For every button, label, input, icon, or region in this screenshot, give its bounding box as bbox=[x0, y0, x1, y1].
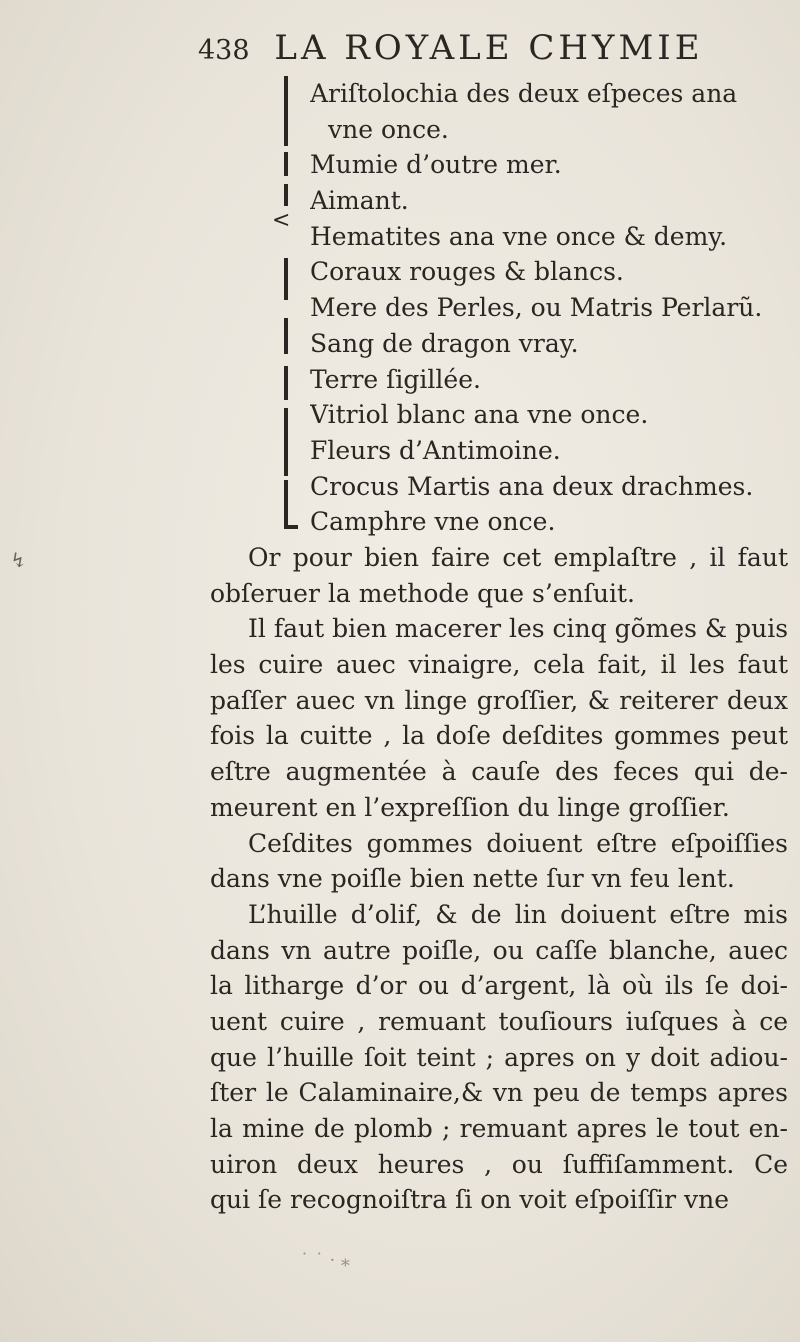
ingredient-line: Coraux rouges & blancs. bbox=[310, 257, 624, 287]
ingredient-line: vne once. bbox=[328, 114, 449, 144]
ingredient-line: Mumie d’outre mer. bbox=[310, 150, 562, 180]
text-line: ſter le Calaminaire,& vn peu de temps apres bbox=[210, 1078, 788, 1108]
text-line: les cuire auec vinaigre, cela fait, il les faut bbox=[210, 650, 788, 680]
body-text bbox=[210, 540, 788, 1218]
text-line: eſtre augmentée à cauſe des feces qui de- bbox=[210, 757, 788, 787]
ingredient-line: Camphre vne once. bbox=[310, 507, 556, 537]
ingredient-list bbox=[310, 76, 780, 540]
text-line: Ceſdites gommes doiuent eſtre eſpoiſſies bbox=[248, 828, 788, 858]
running-title: LA ROYALE CHYMIE bbox=[274, 28, 704, 68]
text-line: Il faut bien macerer les cinq gõmes & puis bbox=[248, 614, 788, 644]
ingredient-line: Terre ſigillée. bbox=[310, 364, 481, 394]
text-line: dans vn autre poiſle, ou caſſe blanche, auec bbox=[210, 935, 788, 965]
text-line: que l’huille ſoit teint ; apres on y doit adiou- bbox=[210, 1042, 788, 1072]
bottom-marks: ˙ ˙ · ⁎ bbox=[300, 1250, 350, 1271]
text-line: paſſer auec vn linge groſſier, & reiterer deux bbox=[210, 685, 788, 715]
text-line: uiron deux heures , ou ſuffiſamment. Ce bbox=[210, 1149, 788, 1179]
ingredient-line: Vitriol blanc ana vne once. bbox=[310, 400, 649, 430]
text-line: dans vne poiſle bien nette ſur vn feu lent. bbox=[210, 864, 735, 894]
text-line: L’huille d’olif, & de lin doiuent eſtre mis bbox=[248, 899, 788, 929]
text-line: Or pour bien faire cet emplaſtre , il faut bbox=[248, 543, 788, 572]
text-line: obſeruer la methode que s’enſuit. bbox=[210, 578, 635, 608]
text-line: la mine de plomb ; remuant apres le tout en- bbox=[210, 1114, 788, 1143]
ingredient-line: Mere des Perles, ou Matris Perlarũ. bbox=[310, 293, 763, 323]
text-line: meurent en l’expreſſion du linge groſſier. bbox=[210, 792, 730, 822]
ingredient-line: Ariſtolochia des deux eſpeces ana bbox=[310, 79, 738, 108]
ingredient-line: Crocus Martis ana deux drachmes. bbox=[310, 471, 754, 501]
ingredient-line: Fleurs d’Antimoine. bbox=[310, 435, 561, 465]
ingredient-line: Aimant. bbox=[310, 186, 409, 216]
ingredient-line: Hematites ana vne once & demy. bbox=[310, 221, 728, 251]
text-line: uent cuire , remuant touſiours iuſques à ce bbox=[210, 1006, 788, 1036]
page-number: 438 bbox=[198, 35, 250, 66]
text-line: la litharge d’or ou d’argent, là où ils ſe doi- bbox=[210, 971, 788, 1001]
text-line: qui ſe recognoiſtra ſi on voit eſpoiſſir vne bbox=[210, 1185, 730, 1215]
text-line: fois la cuitte , la doſe deſdites gommes peut bbox=[210, 721, 788, 751]
ingredient-brace: < bbox=[272, 70, 302, 540]
margin-annotation: ↯ bbox=[10, 548, 27, 572]
ingredient-line: Sang de dragon vray. bbox=[310, 328, 579, 358]
